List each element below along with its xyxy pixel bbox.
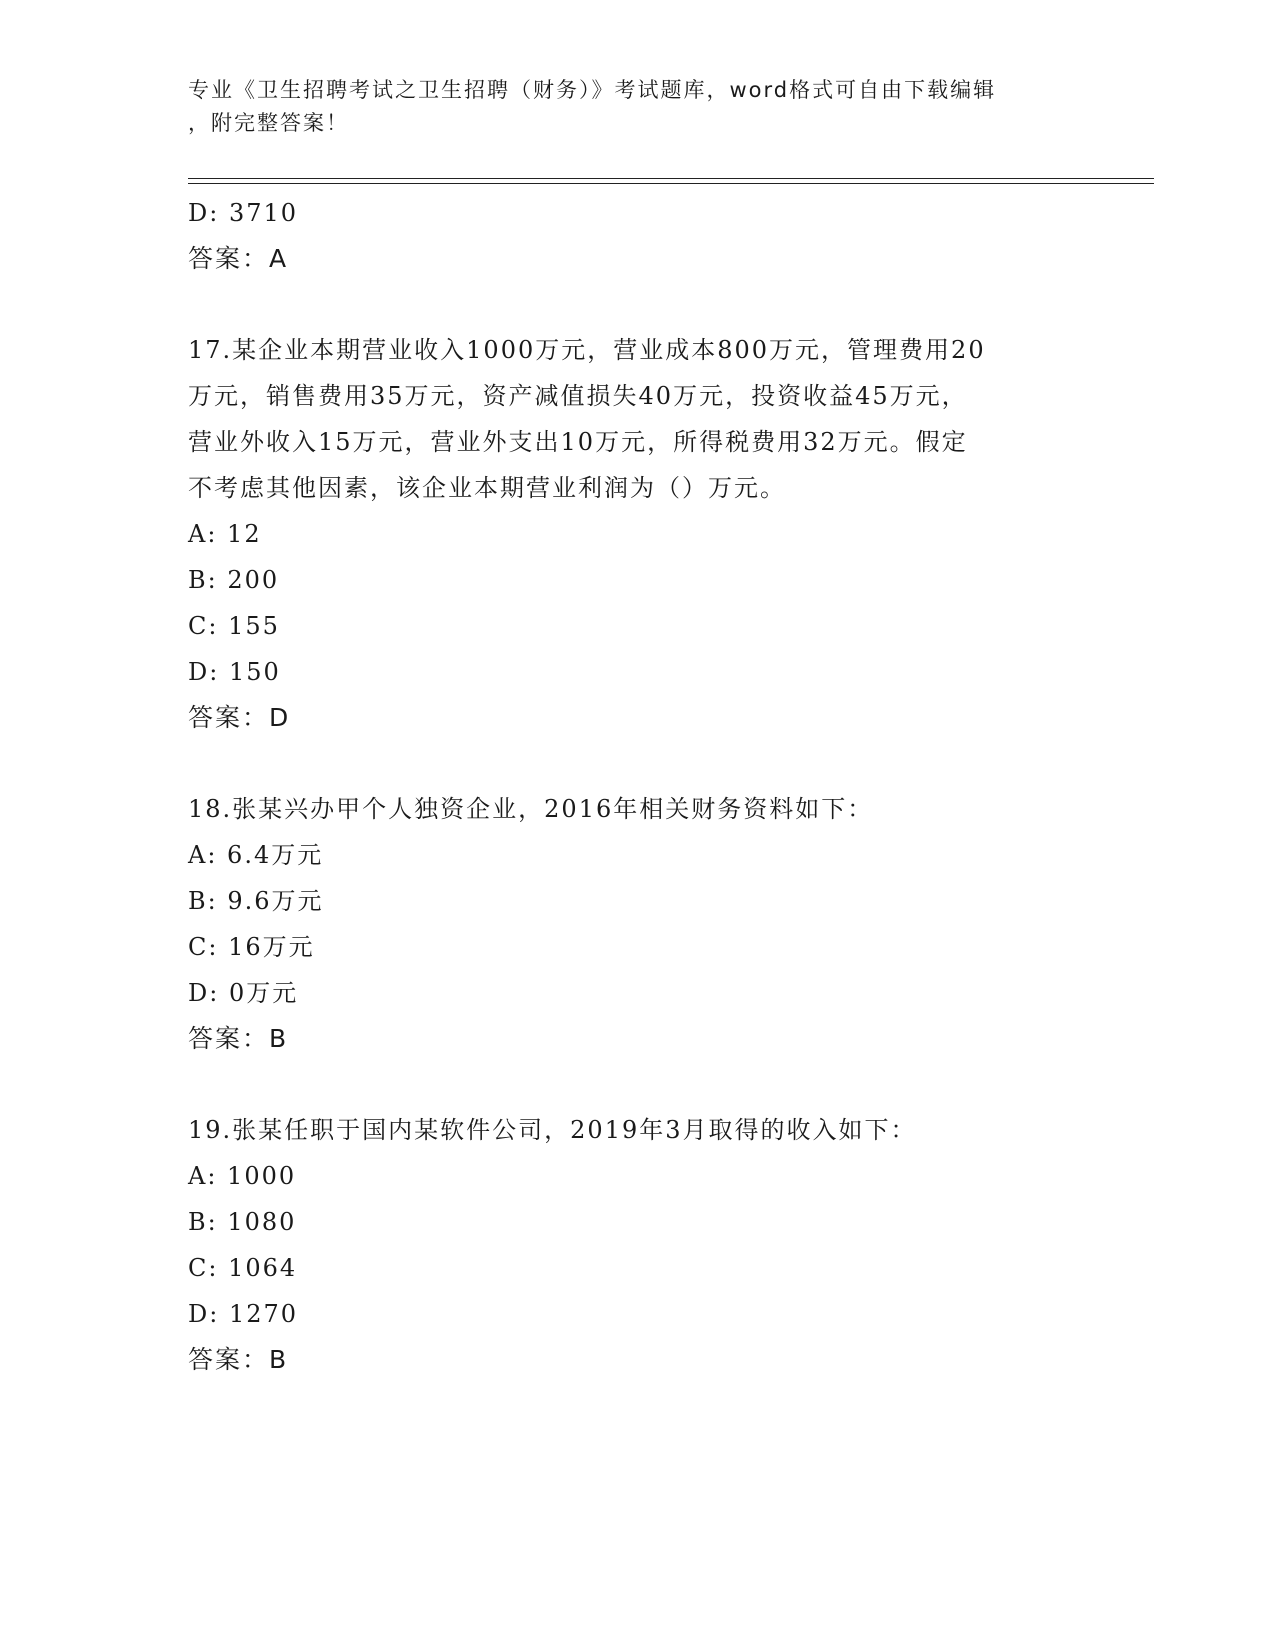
header-line-2: ，附完整答案！ bbox=[188, 111, 349, 135]
question-17-line-2: 万元，销售费用35万元，资产减值损失40万元，投资收益45万元， bbox=[188, 382, 968, 410]
question-18-answer: 答案：B bbox=[188, 1024, 289, 1053]
header-rule-top bbox=[188, 178, 1154, 179]
question-19-option-b: B: 1080 bbox=[188, 1208, 297, 1236]
header-line-1: 专业《卫生招聘考试之卫生招聘（财务）》考试题库，word格式可自由下载编辑 bbox=[188, 78, 997, 102]
question-19-option-a: A: 1000 bbox=[188, 1162, 297, 1190]
document-header bbox=[188, 74, 1068, 140]
question-17-answer: 答案：D bbox=[188, 703, 291, 732]
spacer bbox=[188, 741, 1088, 786]
question-18 bbox=[188, 786, 1088, 1062]
question-19-option-d: D: 1270 bbox=[188, 1300, 299, 1328]
question-17-line-4: 不考虑其他因素，该企业本期营业利润为（）万元。 bbox=[188, 474, 786, 502]
question-19-text: 19.张某任职于国内某软件公司，2019年3月取得的收入如下： bbox=[188, 1116, 917, 1144]
spacer bbox=[188, 282, 1088, 327]
question-17-option-c: C: 155 bbox=[188, 612, 280, 640]
question-18-text: 18.张某兴办甲个人独资企业，2016年相关财务资料如下： bbox=[188, 795, 874, 823]
question-19-option-c: C: 1064 bbox=[188, 1254, 298, 1282]
header-rule-bottom bbox=[188, 183, 1154, 184]
question-17-option-d: D: 150 bbox=[188, 658, 281, 686]
question-17-line-3: 营业外收入15万元，营业外支出10万元，所得税费用32万元。假定 bbox=[188, 428, 968, 456]
question-19 bbox=[188, 1107, 1088, 1383]
question-18-option-c: C: 16万元 bbox=[188, 933, 315, 961]
question-18-option-a: A: 6.4万元 bbox=[188, 841, 324, 869]
prev-answer: 答案：A bbox=[188, 244, 289, 273]
question-17-line-1: 17.某企业本期营业收入1000万元，营业成本800万元，管理费用20 bbox=[188, 336, 986, 364]
prev-option-d: D: 3710 bbox=[188, 199, 299, 227]
question-18-option-b: B: 9.6万元 bbox=[188, 887, 324, 915]
question-19-answer: 答案：B bbox=[188, 1345, 289, 1374]
document-body bbox=[188, 190, 1088, 1383]
question-17-option-a: A: 12 bbox=[188, 520, 262, 548]
question-17 bbox=[188, 327, 1088, 741]
question-18-option-d: D: 0万元 bbox=[188, 979, 299, 1007]
question-17-option-b: B: 200 bbox=[188, 566, 280, 594]
spacer bbox=[188, 1062, 1088, 1107]
